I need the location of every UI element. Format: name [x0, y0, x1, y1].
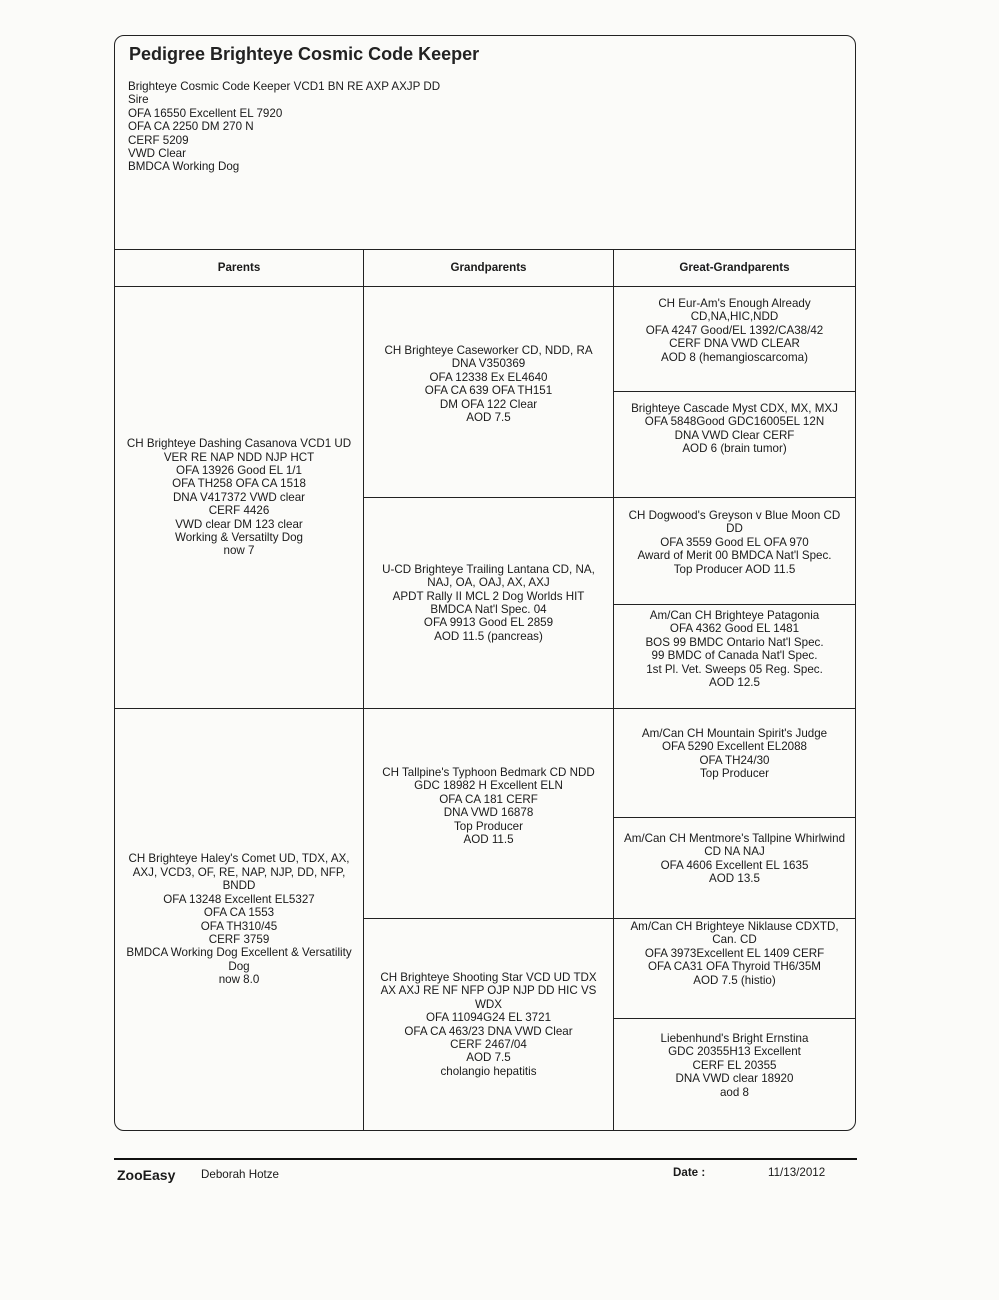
pedigree-line: AOD 7.5 [466, 1051, 511, 1065]
pedigree-line: CERF 2467/04 [450, 1037, 527, 1051]
pedigree-line: CERF EL 20355 [692, 1058, 777, 1072]
great-grandparent-7 [614, 919, 855, 1018]
pedigree-line: CERF 4426 [208, 504, 270, 518]
pedigree-line: AXJ, VCD3, OF, RE, NAP, NJP, DD, NFP, [132, 865, 346, 879]
pedigree-line: OFA 4247 Good/EL 1392/CA38/42 [645, 323, 824, 337]
pedigree-line: DNA V350369 [451, 357, 526, 371]
grandparent-4 [364, 919, 613, 1130]
pedigree-line: DNA VWD clear 18920 [675, 1072, 794, 1086]
pedigree-line: BMDCA Nat'l Spec. 04 [430, 603, 547, 616]
great-grandparent-6 [614, 818, 855, 918]
page-title: Pedigree Brighteye Cosmic Code Keeper [129, 44, 480, 64]
pedigree-line: APDT Rally II MCL 2 Dog Worlds HIT [392, 589, 585, 603]
pedigree-line: OFA 3973Excellent EL 1409 CERF [644, 946, 825, 960]
pedigree-line: Working & Versatilty Dog [174, 531, 303, 545]
pedigree-line: GDC 20355H13 Excellent [668, 1045, 801, 1059]
pedigree-line: OFA 4362 Good EL 1481 [669, 622, 800, 636]
pedigree-line: AOD 13.5 [709, 872, 760, 886]
pedigree-line: Am/Can CH Brighteye Niklause CDXTD, [630, 920, 839, 933]
pedigree-line: NAJ, OA, OAJ, AX, AXJ [427, 576, 550, 590]
grandparent-1 [364, 287, 613, 497]
pedigree-line: Top Producer [454, 819, 523, 833]
pedigree-line: CH Eur-Am's Enough Already [658, 297, 811, 310]
pedigree-line: CH Brighteye Caseworker CD, NDD, RA [384, 344, 593, 357]
pedigree-line: AOD 7.5 [466, 411, 511, 425]
pedigree-line: WDX [474, 997, 503, 1011]
great-grandparent-4 [614, 605, 855, 708]
pedigree-line: VER RE NAP NDD NJP HCT [163, 450, 315, 464]
pedigree-line: OFA 13926 Good EL 1/1 [176, 463, 302, 477]
great-grandparent-5 [614, 709, 855, 817]
pedigree-line: OFA 9913 Good EL 2859 [423, 616, 554, 630]
pedigree-line: OFA CA 463/23 DNA VWD Clear [404, 1024, 573, 1038]
pedigree-line: Am/Can CH Mentmore's Tallpine Whirlwind [623, 832, 846, 845]
subject-line: Brighteye Cosmic Code Keeper VCD1 BN RE AXP AXJP DD [128, 80, 441, 93]
pedigree-line: OFA 5290 Excellent EL2088 [661, 740, 808, 754]
subject-info [128, 80, 440, 174]
pedigree-line: 99 BMDC of Canada Nat'l Spec. [651, 649, 818, 663]
grandparent-2 [364, 498, 613, 708]
pedigree-line: AOD 12.5 [709, 676, 760, 690]
great-grandparent-3 [614, 498, 855, 604]
pedigree-line: BMDCA Working Dog Excellent & Versatility [126, 946, 352, 960]
pedigree-line: DNA V417372 VWD clear [172, 490, 306, 504]
pedigree-line: Brighteye Cascade Myst CDX, MX, MXJ [631, 402, 838, 415]
pedigree-line: Am/Can CH Brighteye Patagonia [649, 609, 820, 622]
pedigree-line: DNA VWD 16878 [443, 806, 534, 820]
pedigree-line: U-CD Brighteye Trailing Lantana CD, NA, [382, 562, 595, 576]
header-parents: Parents [217, 261, 261, 274]
subject-line: CERF 5209 [128, 133, 189, 147]
pedigree-line: BNDD [222, 879, 256, 893]
header-great-grandparents: Great-Grandparents [679, 261, 790, 274]
pedigree-line: OFA 13248 Excellent EL5327 [163, 892, 315, 906]
pedigree-line: Top Producer AOD 11.5 [673, 562, 796, 576]
footer-date-label: Date : [673, 1166, 706, 1179]
subject-line: OFA CA 2250 DM 270 N [128, 120, 254, 134]
pedigree-line: OFA TH258 OFA CA 1518 [172, 477, 306, 491]
pedigree-line: CD NA NAJ [704, 845, 765, 859]
pedigree-line: BOS 99 BMDC Ontario Nat'l Spec. [645, 635, 824, 649]
pedigree-line: OFA 3559 Good EL OFA 970 [660, 535, 809, 549]
pedigree-line: OFA TH24/30 [699, 753, 770, 767]
pedigree-line: OFA CA 639 OFA TH151 [424, 384, 553, 398]
pedigree-line: OFA 11094G24 EL 3721 [425, 1011, 552, 1025]
pedigree-line: DM OFA 122 Clear [439, 397, 538, 411]
pedigree-line: 1st Pl. Vet. Sweeps 05 Reg. Spec. [646, 662, 823, 676]
footer-rule [114, 1158, 857, 1160]
pedigree-line: OFA 12338 Ex EL4640 [429, 370, 548, 384]
pedigree-line: AOD 8 (hemangioscarcoma) [661, 350, 808, 364]
pedigree-line: cholangio hepatitis [440, 1064, 537, 1078]
pedigree-line: AX AXJ RE NF NFP OJP NJP DD HIC VS [380, 984, 597, 998]
footer-date: 11/13/2012 [768, 1166, 826, 1179]
subject-line: VWD Clear [128, 147, 186, 161]
pedigree-sheet [114, 35, 856, 1131]
pedigree-line: now 7 [223, 544, 255, 558]
great-grandparent-2 [614, 392, 855, 497]
pedigree-line: now 8.0 [218, 973, 260, 987]
great-grandparent-8 [614, 1019, 855, 1130]
pedigree-line: CERF 3759 [208, 932, 270, 946]
pedigree-line: CH Brighteye Shooting Star VCD UD TDX [380, 970, 597, 984]
pedigree-line: Dog [228, 959, 250, 973]
footer-owner: Deborah Hotze [201, 1168, 279, 1181]
subject-line: Sire [128, 93, 149, 107]
pedigree-line: CH Dogwood's Greyson v Blue Moon CD [628, 509, 841, 522]
pedigree-line: AOD 6 (brain tumor) [682, 442, 787, 456]
great-grandparent-1 [614, 287, 855, 391]
pedigree-line: GDC 18982 H Excellent ELN [414, 779, 563, 793]
pedigree-line: CH Tallpine's Typhoon Bedmark CD NDD [382, 766, 595, 779]
pedigree-line: CD,NA,HIC,NDD [690, 310, 779, 324]
header-grandparents: Grandparents [450, 261, 527, 274]
pedigree-line: CH Brighteye Dashing Casanova VCD1 UD [126, 437, 352, 451]
pedigree-line: Am/Can CH Mountain Spirit's Judge [641, 727, 828, 740]
pedigree-line: Award of Merit 00 BMDCA Nat'l Spec. [637, 549, 832, 563]
pedigree-line: VWD clear DM 123 clear [175, 517, 303, 531]
pedigree-line: OFA 4606 Excellent EL 1635 [660, 858, 809, 872]
subject-line: BMDCA Working Dog [128, 160, 240, 174]
pedigree-line: AOD 7.5 (histio) [693, 973, 776, 987]
pedigree-line: OFA CA 181 CERF [439, 792, 538, 806]
pedigree-line: CH Brighteye Haley's Comet UD, TDX, AX, [128, 852, 350, 866]
parent-dam [115, 709, 363, 1130]
pedigree-line: AOD 11.5 (pancreas) [434, 629, 543, 643]
pedigree-line: aod 8 [719, 1085, 749, 1099]
pedigree-line: CERF DNA VWD CLEAR [669, 337, 800, 351]
subject-line: OFA 16550 Excellent EL 7920 [128, 106, 283, 120]
pedigree-line: DNA VWD Clear CERF [674, 428, 795, 442]
pedigree-line: Can. CD [712, 933, 757, 947]
pedigree-line: Liebenhund's Bright Ernstina [660, 1032, 809, 1045]
pedigree-line: OFA 5848Good GDC16005EL 12N [644, 415, 825, 429]
pedigree-line: AOD 11.5 [463, 833, 514, 847]
pedigree-line: DD [726, 522, 743, 536]
footer-brand: ZooEasy [117, 1167, 176, 1183]
pedigree-line: OFA TH310/45 [200, 919, 278, 933]
grandparent-3 [364, 709, 613, 918]
pedigree-line: OFA CA 1553 [203, 906, 275, 920]
parent-sire [115, 287, 363, 708]
pedigree-line: OFA CA31 OFA Thyroid TH6/35M [648, 960, 821, 974]
pedigree-line: Top Producer [700, 767, 769, 781]
